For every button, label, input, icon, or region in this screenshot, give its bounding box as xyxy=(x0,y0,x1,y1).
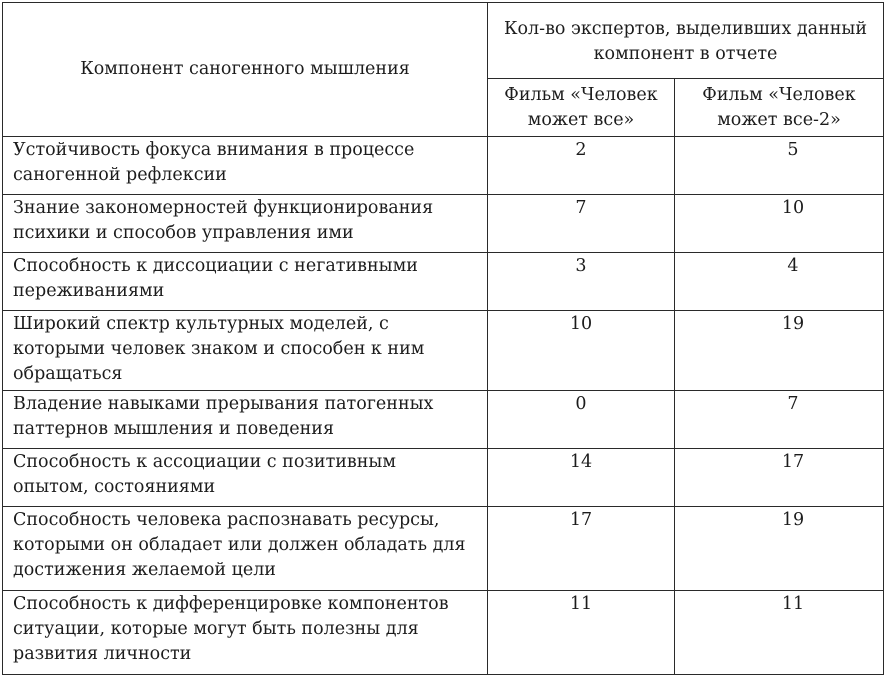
film1-count: 14 xyxy=(488,449,675,507)
table-row xyxy=(3,253,884,311)
film1-count: 3 xyxy=(488,253,675,311)
table-row xyxy=(3,391,884,449)
film1-count: 7 xyxy=(488,195,675,253)
film2-count: 19 xyxy=(675,507,884,591)
film1-count: 2 xyxy=(488,137,675,195)
film2-count: 5 xyxy=(675,137,884,195)
experts-table xyxy=(2,2,884,675)
film1-count: 10 xyxy=(488,311,675,391)
component-cell: Способность человека распознавать ресурсы, которыми он обладает или должен обладать для достижения желаемой цели xyxy=(3,507,488,591)
film2-count: 11 xyxy=(675,591,884,675)
film1-count: 11 xyxy=(488,591,675,675)
header-experts-count: Кол-во экспертов, выделивших данный компонент в отчете xyxy=(488,3,884,79)
component-cell: Способность к ассоциации с позитивным опытом, состояниями xyxy=(3,449,488,507)
component-cell: Способность к диссоциации с негативными переживаниями xyxy=(3,253,488,311)
component-cell: Знание закономерностей функционирования психики и способов управления ими xyxy=(3,195,488,253)
table-row xyxy=(3,449,884,507)
table-row xyxy=(3,137,884,195)
component-cell: Широкий спектр культурных моделей, с которыми человек знаком и способен к ним обращаться xyxy=(3,311,488,391)
component-cell: Устойчивость фокуса внимания в процессе саногенной рефлексии xyxy=(3,137,488,195)
table-row xyxy=(3,591,884,675)
table-row xyxy=(3,195,884,253)
film2-count: 19 xyxy=(675,311,884,391)
film1-count: 0 xyxy=(488,391,675,449)
film1-count: 17 xyxy=(488,507,675,591)
header-film-1: Фильм «Человек может все» xyxy=(488,79,675,137)
header-row xyxy=(3,3,884,79)
header-component: Компонент саногенного мышления xyxy=(3,3,488,137)
film2-count: 17 xyxy=(675,449,884,507)
component-cell: Владение навыками прерывания патогенных паттернов мышления и поведения xyxy=(3,391,488,449)
film2-count: 4 xyxy=(675,253,884,311)
component-cell: Способность к дифференцировке компонентов ситуации, которые могут быть полезны для развития личности xyxy=(3,591,488,675)
table-row xyxy=(3,507,884,591)
header-film-2: Фильм «Человек может все-2» xyxy=(675,79,884,137)
film2-count: 7 xyxy=(675,391,884,449)
table-row xyxy=(3,311,884,391)
film2-count: 10 xyxy=(675,195,884,253)
